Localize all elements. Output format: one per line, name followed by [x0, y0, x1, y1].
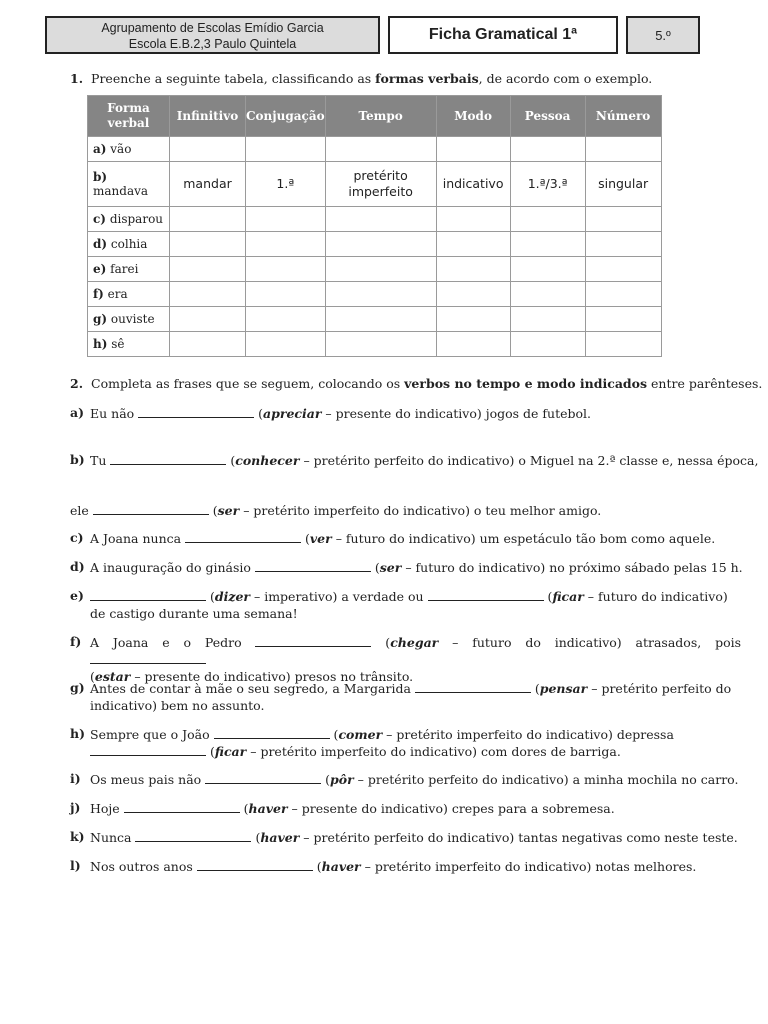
sentence-text: Nos outros anos: [90, 859, 197, 874]
answer-blank[interactable]: [205, 771, 321, 784]
col-header-tempo: Tempo: [325, 96, 436, 137]
answer-cell[interactable]: [170, 232, 246, 257]
verb-hint: chegar: [390, 635, 439, 650]
sentence-text: – pretérito perfeito do: [587, 681, 732, 696]
sentence-text: – pretérito imperfeito do indicativo) notas melhores.: [360, 859, 697, 874]
verb-form-cell: [88, 257, 170, 282]
answer-blank[interactable]: [124, 800, 240, 813]
row-letter: f): [93, 287, 104, 301]
sentence-text: – futuro do indicativo): [583, 589, 728, 604]
sentence-f: A Joana e o Pedro (chegar – futuro do indicativo) atrasados, pois (estar – presente do indicativo) presos no trânsito.: [90, 635, 742, 684]
question-1-number: 1.: [70, 71, 84, 86]
item-label-l: l): [70, 858, 81, 873]
answer-cell[interactable]: [510, 207, 585, 232]
verb-hint: ser: [217, 503, 240, 518]
sentence-text: indicativo) bem no assunto.: [90, 698, 265, 713]
table-row: [88, 232, 662, 257]
answer-blank[interactable]: [214, 726, 330, 739]
item-label-j: j): [70, 800, 81, 815]
verb-hint: estar: [94, 669, 131, 684]
verb-form: sê: [111, 337, 125, 351]
answer-blank[interactable]: [135, 829, 251, 842]
sentence-text: A Joana e o Pedro: [90, 635, 256, 650]
q1-text-bold: formas verbais: [375, 71, 479, 86]
sentence-text: – presente do indicativo) crepes para a sobremesa.: [287, 801, 615, 816]
answer-cell[interactable]: [170, 207, 246, 232]
sentence-text: – futuro do indicativo) um espetáculo tão bom como aquele.: [331, 531, 716, 546]
verb-form: colhia: [110, 237, 148, 251]
grade-text: 5.º: [655, 27, 671, 43]
answer-cell[interactable]: [325, 332, 436, 357]
col-header-pessoa: Pessoa: [510, 96, 585, 137]
answer-blank[interactable]: [428, 588, 544, 601]
row-letter: a): [93, 142, 107, 156]
answer-cell[interactable]: [246, 232, 326, 257]
answer-cell[interactable]: [246, 332, 326, 357]
verb-hint: haver: [248, 801, 288, 816]
answer-cell[interactable]: [246, 207, 326, 232]
verb-form-cell: [88, 282, 170, 307]
col-header-modo: Modo: [436, 96, 510, 137]
answer-cell[interactable]: [436, 282, 510, 307]
item-label-a: a): [70, 405, 85, 420]
answer-cell[interactable]: [170, 137, 246, 162]
sentence-text: ele: [70, 503, 93, 518]
answer-cell[interactable]: [325, 207, 436, 232]
verb-hint: ver: [309, 531, 332, 546]
answer-cell[interactable]: [510, 332, 585, 357]
sentence-text: – futuro do indicativo) no próximo sábado pelas 15 h.: [401, 560, 743, 575]
modo-cell: indicativo: [436, 162, 510, 207]
item-label-b: b): [70, 452, 85, 467]
answer-cell[interactable]: [325, 232, 436, 257]
sentence-d: A inauguração do ginásio (ser – futuro do indicativo) no próximo sábado pelas 15 h.: [90, 560, 743, 575]
answer-cell[interactable]: [585, 257, 661, 282]
sentence-text: – presente do indicativo) presos no trânsito.: [130, 669, 414, 684]
answer-cell[interactable]: [246, 307, 326, 332]
sentence-b-continued: ele (ser – pretérito imperfeito do indicativo) o teu melhor amigo.: [70, 503, 602, 518]
verb-form: disparou: [109, 212, 164, 226]
table-row: [88, 207, 662, 232]
question-2-number: 2.: [70, 376, 84, 391]
verb-hint: apreciar: [263, 406, 322, 421]
sentence-text: Os meus pais não: [90, 772, 206, 787]
verb-form-cell: [88, 137, 170, 162]
answer-blank[interactable]: [90, 651, 206, 664]
answer-cell[interactable]: [325, 307, 436, 332]
verb-table: [87, 95, 662, 357]
sentence-b: Tu (conhecer – pretérito perfeito do indicativo) o Miguel na 2.ª classe e, nessa época,: [90, 453, 759, 468]
answer-cell[interactable]: [585, 137, 661, 162]
row-letter: h): [93, 337, 108, 351]
sentence-text: – pretérito perfeito do indicativo) tantas negativas como neste teste.: [299, 830, 738, 845]
answer-cell[interactable]: [510, 137, 585, 162]
verb-hint: ficar: [214, 744, 247, 759]
q1-text-a: Preenche a seguinte tabela, classificando as: [91, 71, 376, 86]
answer-blank[interactable]: [415, 680, 531, 693]
table-row: [88, 307, 662, 332]
school-group-name: Agrupamento de Escolas Emídio Garcia: [101, 21, 324, 35]
verb-form-cell: [88, 307, 170, 332]
school-name-box: [45, 16, 380, 54]
question-2-instruction: [70, 376, 762, 391]
answer-blank[interactable]: [90, 743, 206, 756]
item-label-e: e): [70, 588, 84, 603]
item-label-i: i): [70, 771, 81, 786]
table-row: [88, 137, 662, 162]
table-row: [88, 282, 662, 307]
col-header-infinitivo: Infinitivo: [170, 96, 246, 137]
sentence-text: – pretérito imperfeito do indicativo) com dores de barriga.: [246, 744, 621, 759]
answer-cell[interactable]: [325, 282, 436, 307]
answer-blank[interactable]: [138, 405, 254, 418]
verb-hint: ficar: [552, 589, 584, 604]
item-label-g: g): [70, 680, 85, 695]
answer-blank[interactable]: [255, 634, 371, 647]
verb-form: mandava: [93, 184, 149, 198]
conjugacao-cell: 1.ª: [246, 162, 326, 207]
answer-cell[interactable]: [170, 257, 246, 282]
answer-cell[interactable]: [585, 207, 661, 232]
tempo-cell: pretérito imperfeito: [325, 162, 436, 207]
sentence-l: Nos outros anos (haver – pretérito imperfeito do indicativo) notas melhores.: [90, 859, 697, 874]
sentence-text: Nunca: [90, 830, 136, 845]
sentence-text: de castigo durante uma semana!: [90, 606, 298, 621]
verb-form: era: [107, 287, 128, 301]
sentence-text: – imperativo) a verdade ou: [250, 589, 428, 604]
sentence-text: – pretérito perfeito do indicativo) o Miguel na 2.ª classe e, nessa época,: [299, 453, 759, 468]
verb-form: ouviste: [110, 312, 155, 326]
answer-cell[interactable]: [325, 137, 436, 162]
row-letter: d): [93, 237, 108, 251]
sentence-i: Os meus pais não (pôr – pretérito perfeito do indicativo) a minha mochila no carro.: [90, 772, 739, 787]
row-letter: c): [93, 212, 106, 226]
table-row: [88, 257, 662, 282]
answer-cell[interactable]: [170, 332, 246, 357]
item-label-f: f): [70, 634, 82, 649]
sentence-text: – pretérito imperfeito do indicativo) o teu melhor amigo.: [239, 503, 602, 518]
verb-hint: ser: [379, 560, 402, 575]
answer-blank[interactable]: [185, 530, 301, 543]
verb-hint: haver: [260, 830, 300, 845]
answer-cell[interactable]: [585, 282, 661, 307]
sentence-text: A inauguração do ginásio: [90, 560, 255, 575]
verb-hint: dizer: [214, 589, 250, 604]
answer-cell[interactable]: [436, 332, 510, 357]
answer-blank[interactable]: [110, 452, 226, 465]
answer-blank[interactable]: [93, 502, 209, 515]
verb-hint: pensar: [539, 681, 588, 696]
table-row-example: [88, 162, 662, 207]
answer-cell[interactable]: [585, 232, 661, 257]
answer-cell[interactable]: [246, 137, 326, 162]
answer-cell[interactable]: [510, 307, 585, 332]
answer-cell[interactable]: [510, 257, 585, 282]
answer-cell[interactable]: [510, 282, 585, 307]
sentence-text: Tu: [90, 453, 111, 468]
verb-hint: haver: [321, 859, 361, 874]
col-header-forma: Forma verbal: [88, 96, 170, 137]
sentence-text: Eu não: [90, 406, 139, 421]
answer-cell[interactable]: [585, 307, 661, 332]
answer-cell[interactable]: [325, 257, 436, 282]
sentence-text: – presente do indicativo) jogos de futebol.: [321, 406, 592, 421]
answer-cell[interactable]: [510, 232, 585, 257]
sentence-e: (dizer – imperativo) a verdade ou (ficar – futuro do indicativo) de castigo durante uma semana!: [90, 589, 728, 621]
sentence-text: Antes de contar à mãe o seu segredo, a Margarida: [90, 681, 415, 696]
sentence-text: Sempre que o João: [90, 727, 214, 742]
q2-text-bold: verbos no tempo e modo indicados: [404, 376, 648, 391]
verb-hint: conhecer: [235, 453, 300, 468]
answer-cell[interactable]: [246, 282, 326, 307]
answer-cell[interactable]: [436, 137, 510, 162]
sentence-a: Eu não (apreciar – presente do indicativo) jogos de futebol.: [90, 406, 592, 421]
q2-text-a: Completa as frases que se seguem, colocando os: [91, 376, 405, 391]
verb-form: farei: [110, 262, 139, 276]
pessoa-cell: 1.ª/3.ª: [510, 162, 585, 207]
numero-cell: singular: [585, 162, 661, 207]
grade-box: [626, 16, 700, 54]
answer-cell[interactable]: [170, 282, 246, 307]
item-label-h: h): [70, 726, 86, 741]
answer-blank[interactable]: [255, 559, 371, 572]
answer-cell[interactable]: [436, 307, 510, 332]
sentence-text: – futuro do indicativo) atrasados, pois: [438, 635, 742, 650]
answer-blank[interactable]: [197, 858, 313, 871]
sentence-k: Nunca (haver – pretérito perfeito do indicativo) tantas negativas como neste teste.: [90, 830, 738, 845]
sentence-text: – pretérito imperfeito do indicativo) depressa: [382, 727, 674, 742]
row-letter: g): [93, 312, 108, 326]
verb-form: vão: [110, 142, 132, 156]
verb-form-cell: [88, 232, 170, 257]
col-header-conjugacao: Conjugação: [246, 96, 326, 137]
sentence-c: A Joana nunca (ver – futuro do indicativo) um espetáculo tão bom como aquele.: [90, 531, 716, 546]
question-1-instruction: [70, 71, 652, 86]
verb-form-cell: [88, 207, 170, 232]
sentence-j: Hoje (haver – presente do indicativo) crepes para a sobremesa.: [90, 801, 615, 816]
infinitivo-cell: mandar: [170, 162, 246, 207]
table-row: [88, 332, 662, 357]
school-name: Escola E.B.2,3 Paulo Quintela: [128, 37, 297, 51]
worksheet-title-text: Ficha Gramatical 1ª: [428, 26, 578, 43]
answer-cell[interactable]: [436, 257, 510, 282]
item-label-d: d): [70, 559, 85, 574]
row-letter: b): [93, 170, 108, 184]
item-label-k: k): [70, 829, 85, 844]
verb-form-cell: [88, 332, 170, 357]
sentence-g: Antes de contar à mãe o seu segredo, a Margarida (pensar – pretérito perfeito do indicativo) bem no assunto.: [90, 681, 732, 713]
verb-form-cell: [88, 162, 170, 207]
sentence-text: – pretérito perfeito do indicativo) a minha mochila no carro.: [353, 772, 739, 787]
worksheet-title: [388, 16, 618, 54]
item-label-c: c): [70, 530, 84, 545]
answer-cell[interactable]: [170, 307, 246, 332]
sentence-text: Hoje: [90, 801, 124, 816]
row-letter: e): [93, 262, 107, 276]
answer-cell[interactable]: [436, 232, 510, 257]
verb-hint: comer: [338, 727, 383, 742]
col-header-numero: Número: [585, 96, 661, 137]
sentence-text: A Joana nunca: [90, 531, 186, 546]
answer-cell[interactable]: [585, 332, 661, 357]
answer-blank[interactable]: [90, 588, 206, 601]
sentence-h: Sempre que o João (comer – pretérito imperfeito do indicativo) depressa (ficar – pretérito imperfeito do indicativo) com dores de barriga.: [90, 727, 674, 759]
table-header-row: [88, 96, 662, 137]
answer-cell[interactable]: [436, 207, 510, 232]
q1-text-b: , de acordo com o exemplo.: [478, 71, 653, 86]
answer-cell[interactable]: [246, 257, 326, 282]
q2-text-b: entre parênteses.: [647, 376, 763, 391]
verb-hint: pôr: [330, 772, 354, 787]
